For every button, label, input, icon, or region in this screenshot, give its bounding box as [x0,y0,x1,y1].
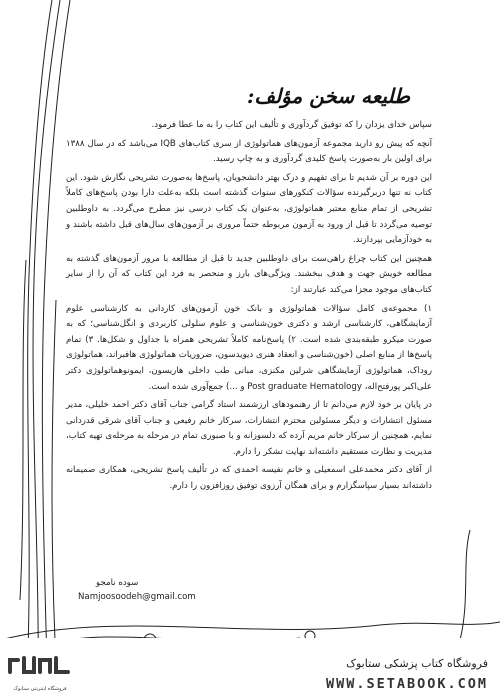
paragraph: این دوره بر آن شدیم تا برای تفهیم و درک بهتر دانشجویان، پاسخ‌ها به‌صورت تشریحی نگارش شود. این کتاب نه تنها دربرگیرنده سؤالات کنکورهای سنوات گذشته است بلکه به‌علت دارا بودن پاسخ‌های کاملاً تشریحی از تمام منابع معتبر هماتولوژی، به‌عنوان یک کتاب درسی نیز مطرح می‌گردد. به داوطلبین توصیه می‌گردد تا قبل از ورود به آزمون مربوطه حتماً مروری بر آزمون‌های سال‌های قبل داشته باشند و به خودآزمایی بپردازند. [66,172,432,246]
preface-body [66,118,432,498]
paragraph: در پایان بر خود لازم می‌دانم تا از رهنمودهای ارزشمند استاد گرامی جناب آقای دکتر احمد خلیلی، مدیر مسئول انتشارات و دیگر مسئولین محترم انتشارات، سرکار خانم رفیعی و جناب آقای شرقی قدردانی نمایم، همچنین از سرکار خانم مریم آرده که دلسوزانه و با صبوری تمام در مرحله به مرحله‌ی تهیه کتاب، مدیریت و نظارت مستقیم داشته‌اند نهایت تشکر را دارم. [66,400,432,457]
footer-banner [0,638,500,700]
paragraph: همچنین این کتاب چراغ راهی‌ست برای داوطلبین جدید تا قبل از مطالعه با مرور آزمون‌های گذشته به مطالعه خویش جهت و هدف ببخشند. ویژگی‌های بارز و منحصر به فرد این کتاب که آن را از سایر کتاب‌های موجود مجزا می‌کند عبارتند از: [66,253,432,295]
author-name: سوده نامجو [96,578,139,588]
paragraph: آنچه که پیش رو دارید مجموعه آزمون‌های هماتولوژی از سری کتاب‌های IQB می‌باشد که در سال ۱۳۸۸ برای اولین بار به‌صورت پاسخ کلیدی گردآوری و به چاپ رسید. [66,138,432,165]
setabook-logo-icon [4,650,76,684]
store-url-link[interactable]: WWW.SETABOOK.COM [325,676,488,692]
paragraph: از آقای دکتر محمدعلی اسمعیلی و خانم نفیسه احمدی که در تألیف پاسخ تشریحی، همکاری صمیمانه داشته‌اند بسیار سپاسگزارم و برای همگان آرزوی توفیق روزافزون را دارم. [66,465,432,492]
setabook-logo [4,650,76,694]
paragraph: ۱) مجموعه‌ی کامل سؤالات هماتولوژی و بانک خون آزمون‌های کاردانی به کارشناسی علوم آزمایشگاهی، کارشناسی ارشد و دکتری خون‌شناسی و علوم سلولی کاربردی و انگل‌شناسی؛ که به صورت میکرو طبقه‌بندی شده است. ۲) پاسخ‌نامه کاملاً تشریحی همراه با جداول و شکل‌ها. ۳) تمام پاسخ‌ها از منابع اصلی (خون‌شناسی و انعقاد هنری دیویدسون، ضروریات هماتولوژی هافبراند، هماتولوژی روداک، هماتولوژی آزمایشگاهی شرلین مکنزی، مبانی طب داخلی هاریسون، ایمونوهماتولوژی دکتر علی‌اکبر پورفتح‌اله، Post graduate Hematology و ...) جمع‌آوری شده است. [66,303,432,392]
store-name: فروشگاه کتاب پزشکی ستابوک [346,657,488,670]
author-email: Namjoosoodeh@gmail.com [78,592,196,602]
paragraph: سپاس خدای یزدان را که توفیق گردآوری و تألیف این کتاب را به ما عطا فرمود. [151,120,432,130]
logo-caption: فروشگاه اینترنتی ستابوک [13,686,67,692]
page-heading: طلیعه سخن مؤلف: [247,84,410,108]
